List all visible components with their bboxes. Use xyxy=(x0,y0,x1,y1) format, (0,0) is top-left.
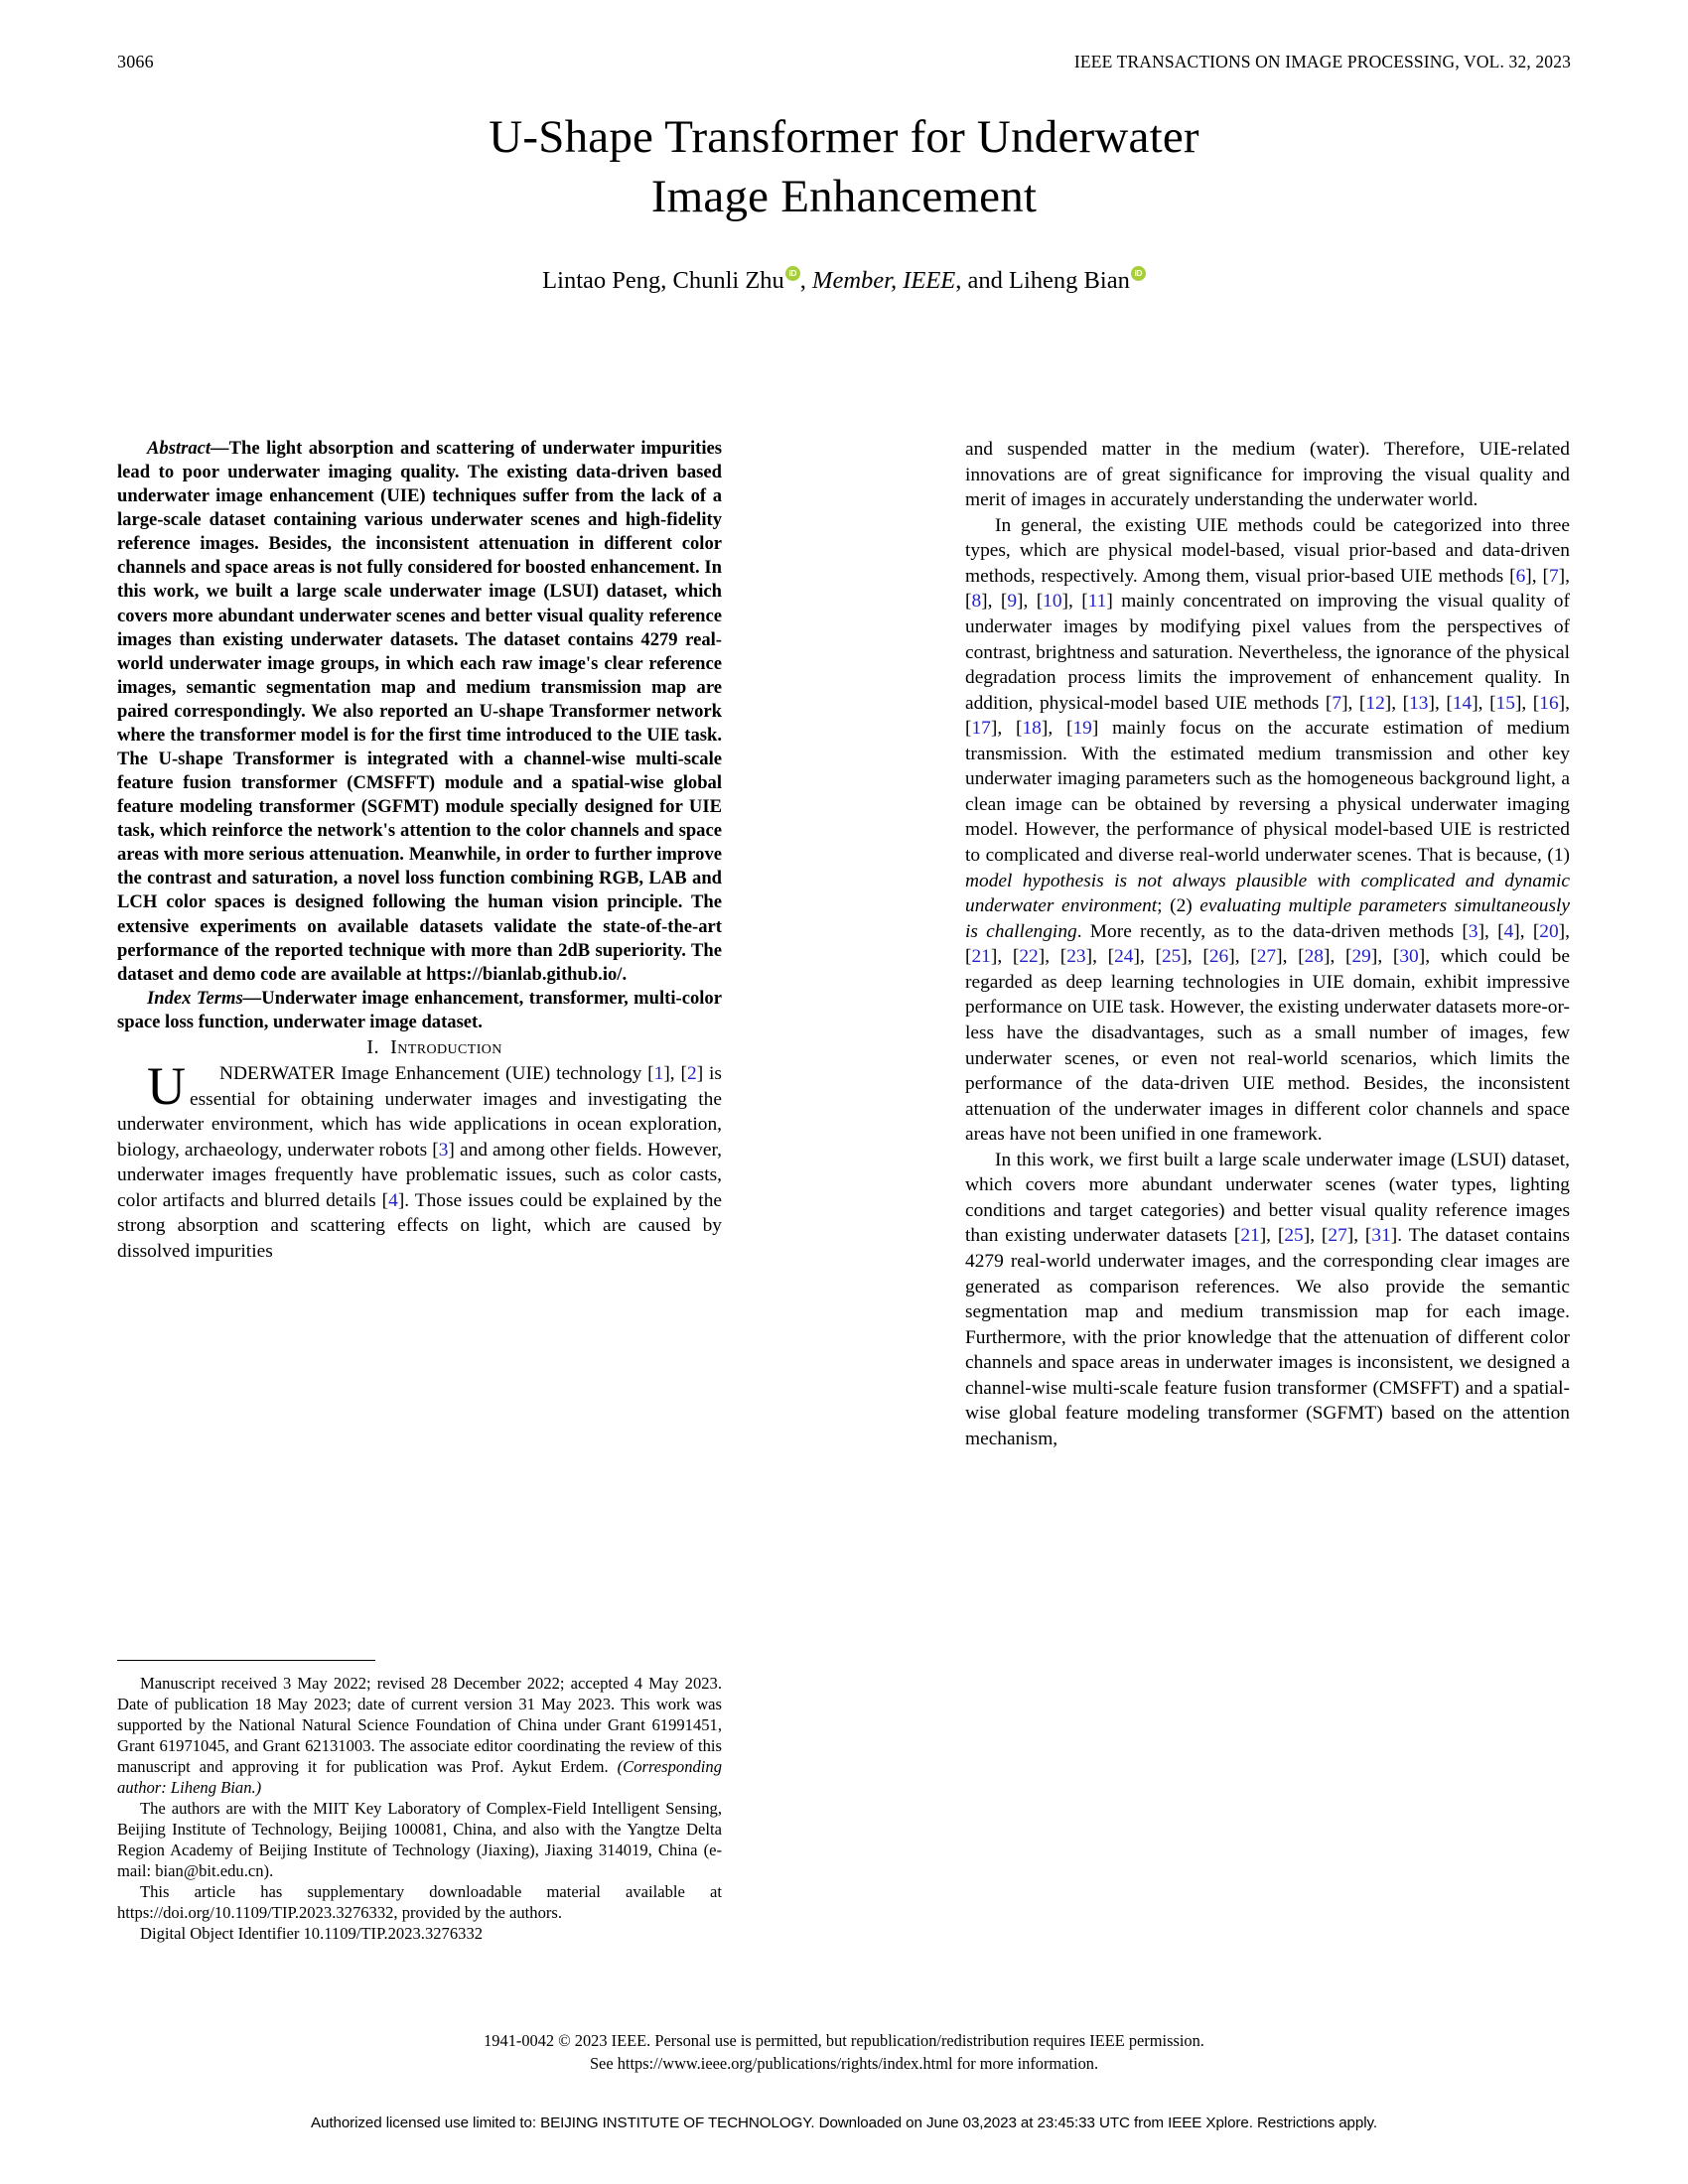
right-text-c: mainly focus on the accurate estimation of medium transmission. With the estimated medium transmission and other key underwater imaging parameters such as the homogeneous background light, a clean image can be obtained by reversing a physical underwater imaging model. However, the performance of physical model-based UIE is restricted to complicated and diverse real-world underwater scenes. That is because, (1) xyxy=(965,718,1570,866)
intro-paragraph-1: U NDERWATER Image Enhancement (UIE) technology [1], [2] is essential for obtaining underwater images and investigating the underwater environment, which has wide applications in ocean exploration, biology, archaeology, underwater robots [3] and among other fields. However, underwater images frequently have problematic issues, such as color casts, color artifacts and blurred details [4]. Those issues could be explained by the strong absorption and scattering effects on light, which are caused by dissolved impurities xyxy=(117,1055,722,1262)
citation-link[interactable]: 30 xyxy=(1399,946,1419,968)
citation-link[interactable]: 12 xyxy=(1365,692,1385,714)
right-text-d: ; (2) xyxy=(1157,895,1200,917)
paper-title-line1: U-Shape Transformer for Underwater xyxy=(489,111,1199,163)
citation-link[interactable]: 23 xyxy=(1066,946,1086,968)
citation-link[interactable]: 11 xyxy=(1087,591,1107,613)
footnote-rule xyxy=(117,1660,375,1661)
citation-link[interactable]: 7 xyxy=(1332,692,1342,714)
citation-group-d: [21], [25], [27], [31] xyxy=(1233,1225,1398,1247)
right-p2-text-a: In this work, we first built a large scale underwater image (LSUI) dataset, which covers more abundant underwater scenes (water types, lighting conditions and target categories) and better visual quality reference images than existing underwater datasets xyxy=(965,1149,1570,1247)
author-separator: , xyxy=(799,267,813,295)
drop-cap: U xyxy=(147,1055,186,1116)
citation-link[interactable]: 27 xyxy=(1328,1225,1347,1247)
citation-link[interactable]: 20 xyxy=(1539,920,1559,942)
title-block xyxy=(209,107,1479,297)
author-list xyxy=(209,264,1479,297)
citation-link[interactable]: 7 xyxy=(1548,565,1559,587)
abstract xyxy=(117,437,722,987)
citation-link[interactable]: 16 xyxy=(1539,692,1559,714)
footnote-affiliation: The authors are with the MIIT Key Laboratory of Complex-Field Intelligent Sensing, Beijing Institute of Technology, Beijing 100081, China, and also with the Yangtze Delta Region Academy of Beijing Institute of Technology (Jiaxing), Jiaxing 314019, China (e-mail: bian@bit.edu.cn). xyxy=(117,1798,722,1880)
citation-link[interactable]: 28 xyxy=(1304,946,1324,968)
right-column xyxy=(965,437,1570,1452)
citation-link[interactable]: 9 xyxy=(1007,591,1018,613)
section-number: I. xyxy=(366,1035,379,1058)
citation-link[interactable]: 26 xyxy=(1208,946,1229,968)
citation-link[interactable]: 4 xyxy=(388,1189,398,1211)
paper-title-line2: Image Enhancement xyxy=(650,171,1038,223)
author-names-part1: Lintao Peng, Chunli Zhu xyxy=(542,267,784,295)
orcid-icon[interactable] xyxy=(1131,266,1146,281)
index-terms-label: Index Terms— xyxy=(147,987,262,1009)
citation-link[interactable]: 19 xyxy=(1072,718,1092,740)
page-number: 3066 xyxy=(117,52,154,71)
section-title: Introduction xyxy=(390,1035,502,1058)
right-text-b: mainly concentrated on improving the visual quality of underwater images by modifying pixel values from the perspectives of contrast, brightness and saturation. Nevertheless, the ignorance of the physical degradation process limits the improvement of enhancement quality. In addition, physical-model based UIE methods xyxy=(965,591,1570,714)
right-text-e: . More recently, as to the data-driven methods xyxy=(1076,920,1463,942)
right-p2-text-b: . The dataset contains 4279 real-world underwater images, and the corresponding clear images are generated as comparison references. We also provide the semantic segmentation map and medium transmission map for each image. Furthermore, with the prior knowledge that the attenuation of different color channels and space areas in underwater images is inconsistent, we designed a channel-wise multi-scale feature fusion transformer (CMSFFT) and a spatial-wise global feature modeling transformer (SGFMT) based on the attention mechanism, xyxy=(965,1225,1570,1449)
footnote-doi: Digital Object Identifier 10.1109/TIP.2023.3276332 xyxy=(140,1923,484,1943)
citation-link[interactable]: 2 xyxy=(686,1062,697,1084)
orcid-icon[interactable] xyxy=(785,266,800,281)
intro-text-c: and among other fields. However, underwater images frequently have problematic issues, such as color casts, color artifacts and blurred details xyxy=(117,1139,722,1211)
intro-text-b: is essential for obtaining underwater images and investigating the underwater environment, which has wide applications in ocean exploration, biology, archaeology, underwater robots xyxy=(117,1062,722,1160)
author-names-part3: , and Liheng Bian xyxy=(955,267,1130,295)
citation-group-a: [6], [7], [8], [9], [10], [11] xyxy=(965,565,1570,613)
citation-link[interactable]: 4 xyxy=(1503,920,1514,942)
citation-link[interactable]: 8 xyxy=(971,591,982,613)
right-text-f: , which could be regarded as deep learning technologies in UIE domain, exhibit impressive performance on UIE task. However, the existing underwater datasets more-or-less have the disadvantages, such as a small number of images, few underwater scenes, or even not real-world scenarios, which limits the performance of the data-driven UIE method. Besides, the inconsistent attenuation of the underwater images in different color channels and space areas have not been unified in one framework. xyxy=(965,946,1570,1146)
section-heading-introduction xyxy=(117,1034,722,1061)
author-membership: Member, IEEE xyxy=(812,267,956,295)
abstract-text: The light absorption and scattering of underwater impurities lead to poor underwater imaging quality. The existing data-driven based underwater image enhancement (UIE) techniques suffer from the lack of a large-scale dataset containing various underwater scenes and high-fidelity reference images. Besides, the inconsistent attenuation in different color channels and space areas is not fully considered for boosted enhancement. In this work, we built a large scale underwater image (LSUI) dataset, which covers more abundant underwater scenes and better visual quality reference images than existing underwater datasets. The dataset contains 4279 real-world underwater image groups, in which each raw image's clear reference images, semantic segmentation map and medium transmission map are paired correspondingly. We also reported an U-shape Transformer network where the transformer model is for the first time introduced to the UIE task. The U-shape Transformer is integrated with a channel-wise multi-scale feature fusion transformer (CMSFFT) module and a spatial-wise global feature modeling transformer (SGFMT) module specially designed for UIE task, which reinforce the network's attention to the color channels and space areas with more serious attenuation. Meanwhile, in order to further improve the contrast and saturation, a novel loss function combining RGB, LAB and LCH color spaces is designed following the human vision principle. The extensive experiments on available datasets validate the state-of-the-art performance of the reported technique with more than 2dB superiority. The dataset and demo code are available at https://bianlab.github.io/. xyxy=(117,438,722,985)
right-paragraph-0: and suspended matter in the medium (water). Therefore, UIE-related innovations are of great significance for improving the visual quality and merit of images in accurately understanding the underwater world. xyxy=(965,439,1570,511)
citation-link[interactable]: 1 xyxy=(653,1062,664,1084)
citation-link[interactable]: 27 xyxy=(1256,946,1277,968)
download-stamp: Authorized licensed use limited to: BEIJING INSTITUTE OF TECHNOLOGY. Downloaded on June 03,2023 at 23:45:33 UTC from IEEE Xplore. Restrictions apply. xyxy=(310,2115,1378,2131)
citation-link[interactable]: 18 xyxy=(1022,718,1042,740)
citation-link[interactable]: 3 xyxy=(438,1139,449,1160)
right-paragraph-1 xyxy=(965,513,1570,1148)
intro-text-a: NDERWATER Image Enhancement (UIE) technology xyxy=(219,1062,648,1084)
right-text-italic-2: evaluating multiple parameters simultaneously is challenging xyxy=(965,895,1570,942)
footnote-corresponding-author: (Corresponding author: Liheng Bian.) xyxy=(117,1756,722,1797)
citation-link[interactable]: 21 xyxy=(1240,1225,1260,1247)
citation-link[interactable]: 24 xyxy=(1114,946,1134,968)
running-head xyxy=(117,52,1571,77)
abstract-label: Abstract— xyxy=(147,438,229,459)
citation-link[interactable]: 21 xyxy=(971,946,991,968)
copyright-line-2: See https://www.ieee.org/publications/rights/index.html for more information. xyxy=(589,2054,1099,2074)
index-terms-text: Underwater image enhancement, transformer, multi-color space loss function, underwater image dataset. xyxy=(117,987,722,1032)
citation-link[interactable]: 3 xyxy=(1468,920,1478,942)
page-title xyxy=(209,107,1479,226)
left-column xyxy=(117,437,722,1264)
citation-link[interactable]: 25 xyxy=(1284,1225,1304,1247)
citation-link[interactable]: 29 xyxy=(1351,946,1371,968)
citation-link[interactable]: 14 xyxy=(1452,692,1473,714)
copyright-line-1: 1941-0042 © 2023 IEEE. Personal use is permitted, but republication/redistribution requires IEEE permission. xyxy=(484,2031,1204,2050)
citation-link[interactable]: 6 xyxy=(1515,565,1526,587)
right-paragraph-2 xyxy=(965,1148,1570,1452)
right-text-a: In general, the existing UIE methods could be categorized into three types, which are physical model-based, visual prior-based and data-driven methods, respectively. Among them, visual prior-based UIE methods xyxy=(965,514,1570,587)
footnote-supplementary: This article has supplementary downloadable material available at https://doi.org/10.1109/TIP.2023.3276332, provided by the authors. xyxy=(117,1881,722,1922)
citation-link[interactable]: 31 xyxy=(1371,1225,1391,1247)
footnote-text-a: Manuscript received 3 May 2022; revised 28 December 2022; accepted 4 May 2023. Date of publication 18 May 2023; date of current version 31 May 2023. This work was supported by the National Natural Science Foundation of China under Grant 61991451, Grant 61971045, and Grant 62131003. The associate editor coordinating the review of this manuscript and approving it for publication was Prof. Aykut Erdem. xyxy=(117,1674,722,1776)
journal-name: IEEE TRANSACTIONS ON IMAGE PROCESSING, VOL. 32, 2023 xyxy=(1073,52,1571,71)
intro-text-d: . Those issues could be explained by the strong absorption and scattering effects on light, which are caused by dissolved impurities xyxy=(117,1189,722,1262)
citation-link[interactable]: 15 xyxy=(1495,692,1515,714)
footnote-block xyxy=(117,1674,722,1945)
citation-link[interactable]: 25 xyxy=(1161,946,1182,968)
citation-group-b: [7], [12], [13], [14], [15], [16], [17], [18], [19] xyxy=(965,692,1570,740)
citation-link[interactable]: 13 xyxy=(1409,692,1429,714)
index-terms xyxy=(117,987,722,1034)
footnote-manuscript-history xyxy=(117,1674,722,1799)
citation-group-c: [3], [4], [20], [21], [22], [23], [24], [25], [26], [27], [28], [29], [30] xyxy=(965,920,1570,968)
citation-link[interactable]: 17 xyxy=(971,718,991,740)
citation-link[interactable]: 10 xyxy=(1043,591,1062,613)
citation-link[interactable]: 22 xyxy=(1019,946,1039,968)
copyright-block xyxy=(117,2029,1571,2076)
right-text-italic-1: model hypothesis is not always plausible with complicated and dynamic underwater environment xyxy=(965,870,1570,917)
